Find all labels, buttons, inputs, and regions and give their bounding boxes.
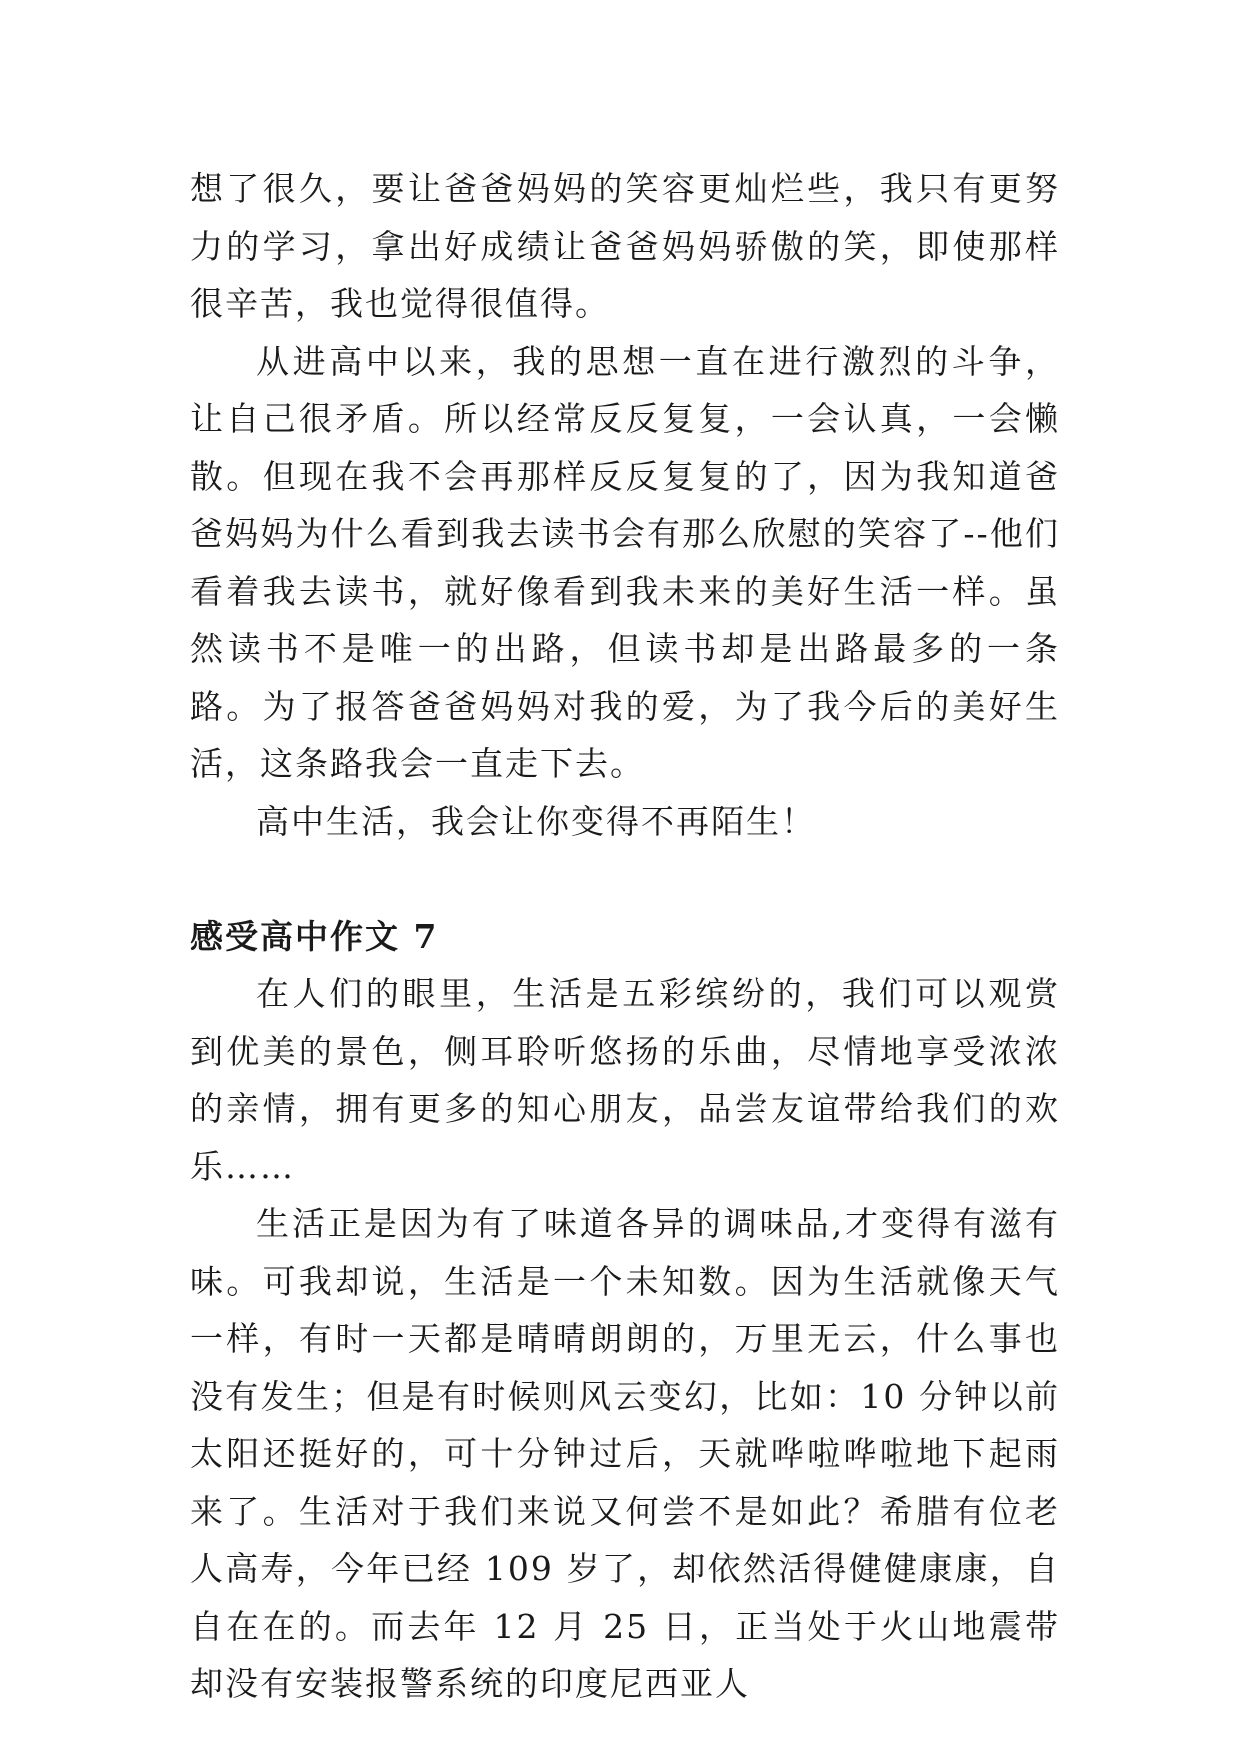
section-paragraph-1: 在人们的眼里，生活是五彩缤纷的，我们可以观赏到优美的景色，侧耳聆听悠扬的乐曲，尽情地享受浓浓的亲情，拥有更多的知心朋友，品尝友谊带给我们的欢乐…… <box>190 974 1060 1186</box>
paragraph-3: 高中生活，我会让你变得不再陌生！ <box>256 801 816 841</box>
paragraph-1: 想了很久，要让爸爸妈妈的笑容更灿烂些，我只有更努力的学习，拿出好成绩让爸爸妈妈骄傲的笑，即使那样很辛苦，我也觉得很值得。 <box>190 169 1060 323</box>
blank-line <box>190 850 1060 908</box>
document-body <box>190 160 1060 1713</box>
section-title: 感受高中作文 7 <box>190 916 439 956</box>
paragraph-2: 从进高中以来，我的思想一直在进行激烈的斗争，让自己很矛盾。所以经常反反复复，一会认真，一会懒散。但现在我不会再那样反反复复的了，因为我知道爸爸妈妈为什么看到我去读书会有那么欣慰的笑容了--他们看着我去读书，就好像看到我未来的美好生活一样。虽然读书不是唯一的出路，但读书却是出路最多的一条路。为了报答爸爸妈妈对我的爱，为了我今后的美好生活，这条路我会一直走下去。 <box>190 341 1060 783</box>
section-paragraph-2: 生活正是因为有了味道各异的调味品,才变得有滋有味。可我却说，生活是一个未知数。因为生活就像天气一样，有时一天都是晴晴朗朗的，万里无云，什么事也没有发生；但是有时候则风云变幻，比如：10 分钟以前太阳还挺好的，可十分钟过后，天就哗啦哗啦地下起雨来了。生活对于我们来说又何尝不是如此？希腊有位老人高寿，今年已经 109 岁了，却依然活得健健康康，自自在在的。而去年 12 月 25 日，正当处于火山地震带却没有安装报警系统的印度尼西亚人 <box>190 1204 1060 1703</box>
